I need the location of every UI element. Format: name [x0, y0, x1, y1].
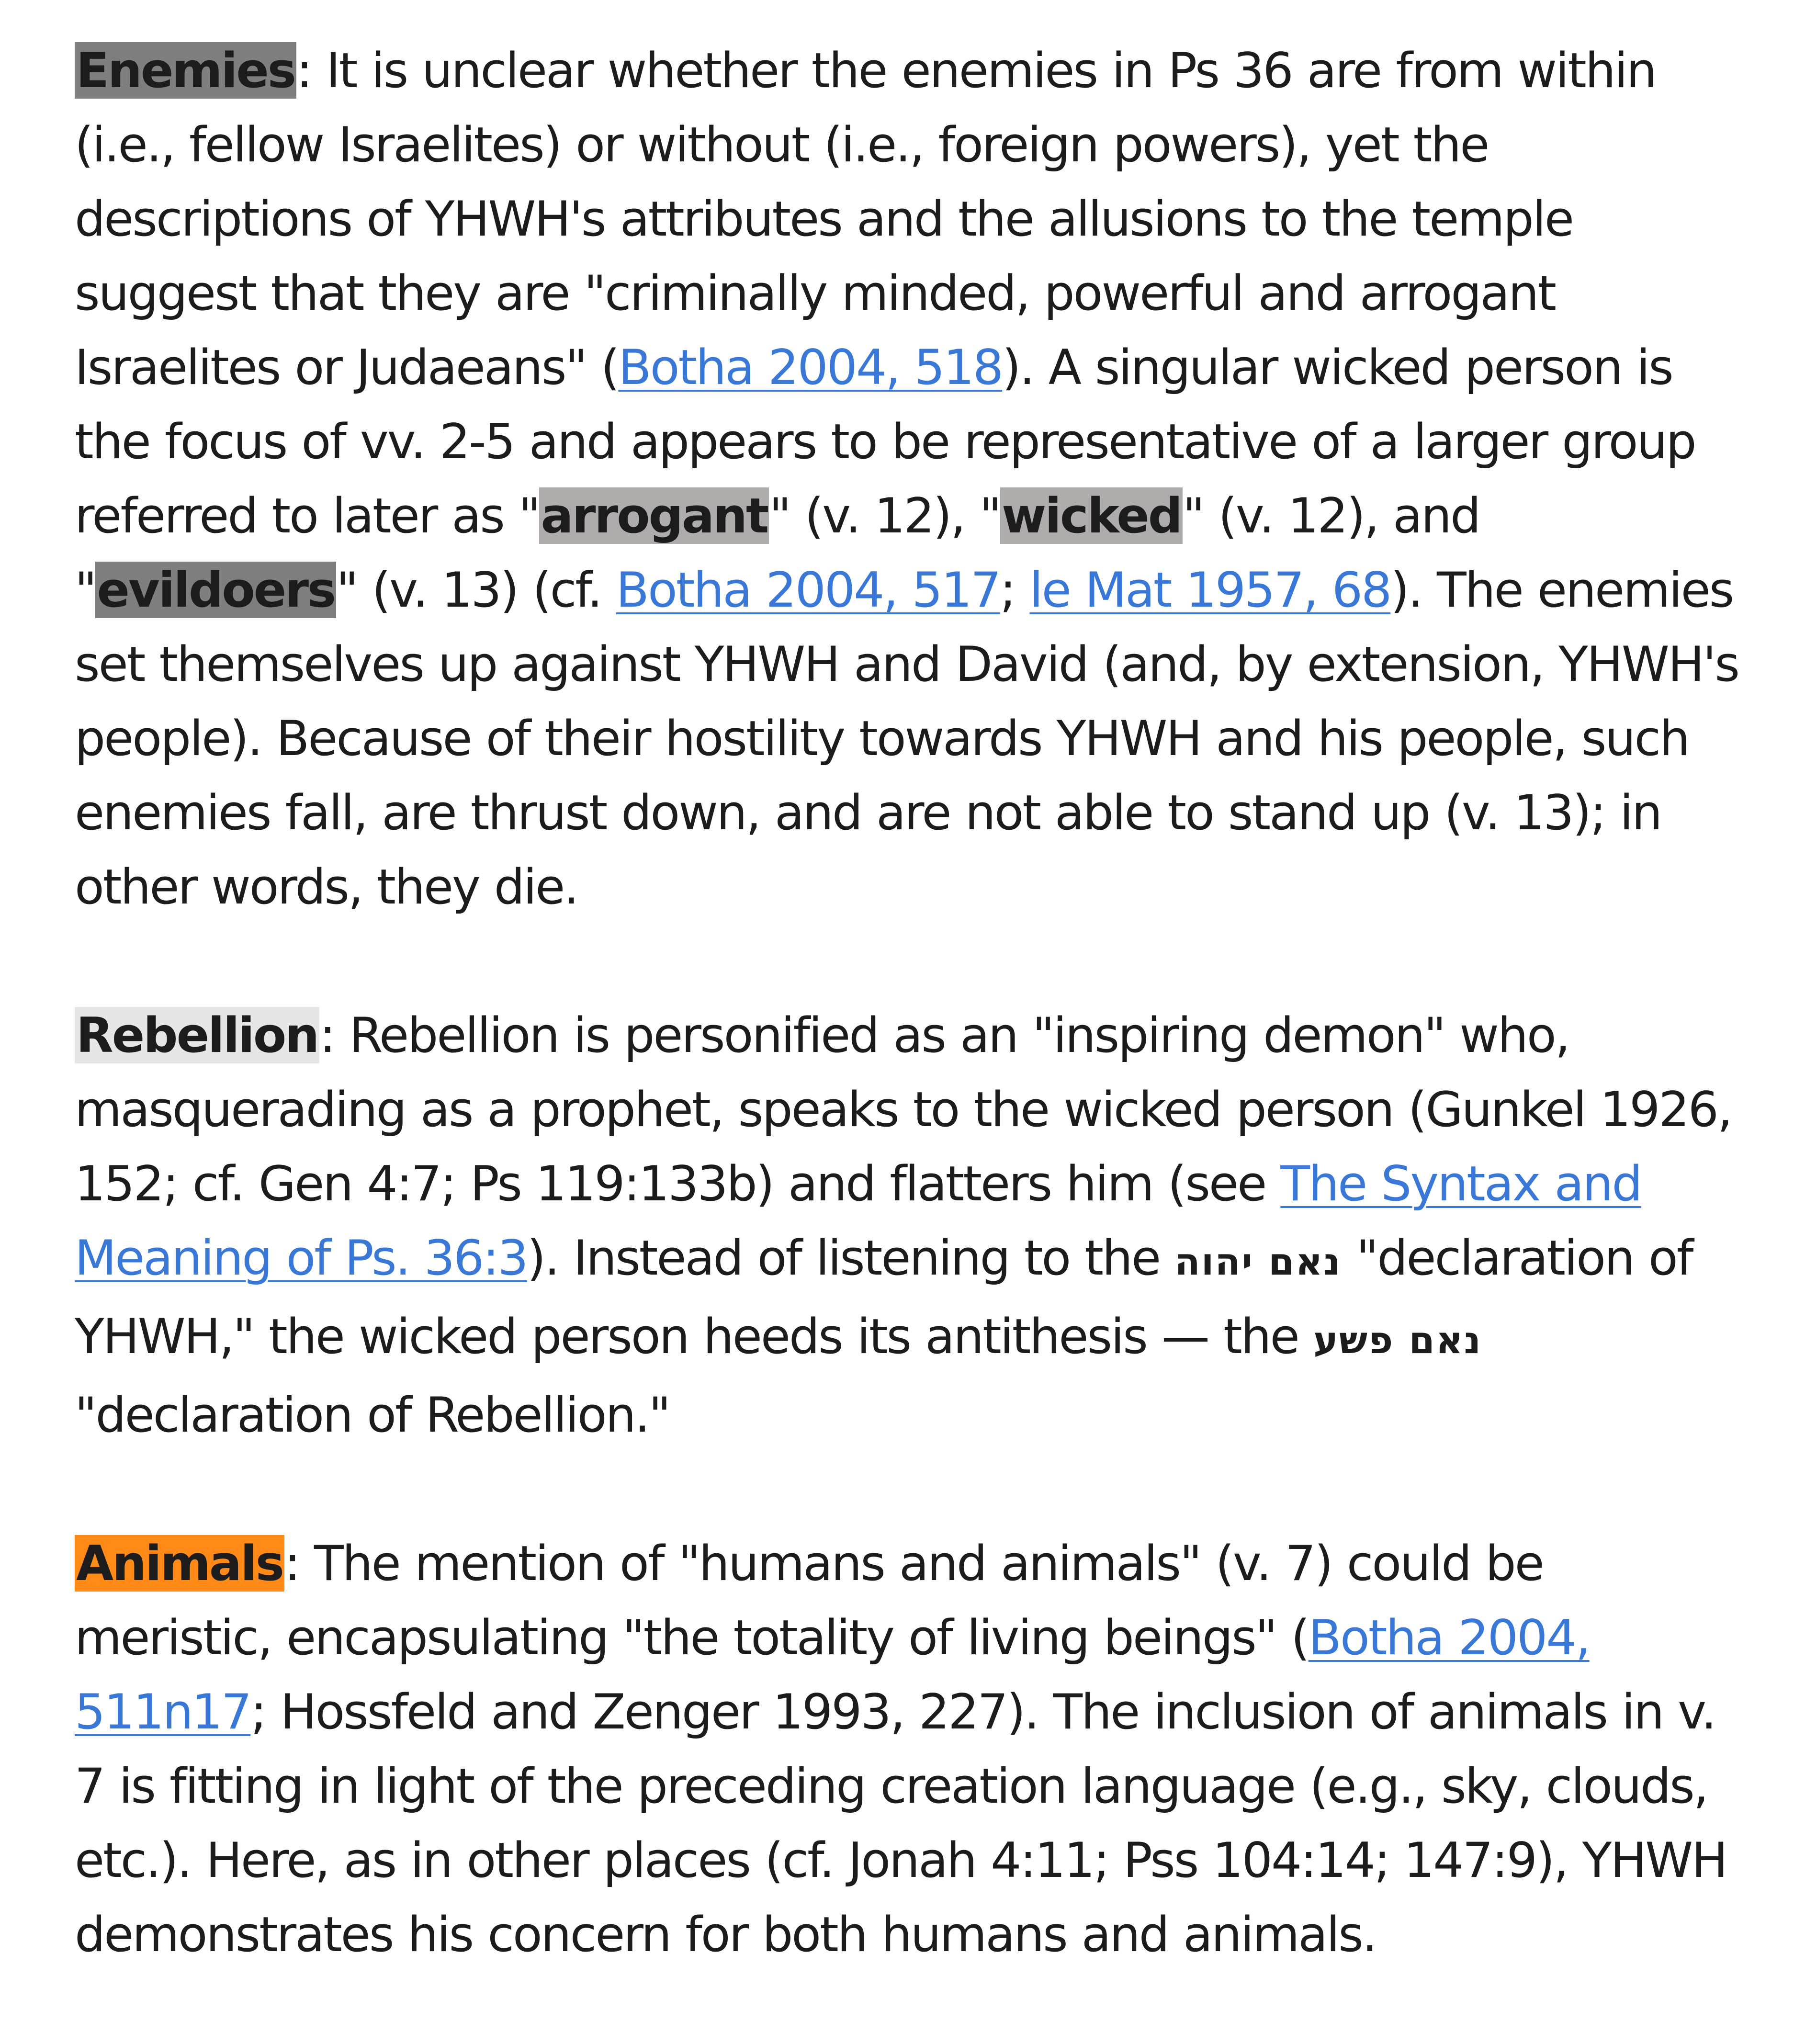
- animals-text-2: ; Hossfeld and Zenger 1993, 227). The inclusion of animals in v. 7 is fitting in light of the preceding creation language (e.g., sky, clouds, etc.). Here, as in other places (cf. Jonah 4:11; Pss 104:14; 147:9), YHWH demonstrates his concern for both humans and animals.: [75, 1683, 1727, 1963]
- term-arrogant: arrogant: [539, 487, 769, 544]
- document-body: [75, 34, 1746, 1972]
- paragraph-animals: [75, 1526, 1746, 1972]
- rebellion-text-1: : Rebellion is personified as an "inspiring demon" who, masquerading as a prophet, speaks to the wicked person (Gunkel 1926, 152; cf. Gen 4:7; Ps 119:133b) and flatters him (see: [75, 1007, 1731, 1212]
- hebrew-neum-yhwh: נאם יהוה: [1174, 1241, 1342, 1284]
- term-wicked: wicked: [1000, 487, 1183, 544]
- animals-text-1: : The mention of "humans and animals" (v. 7) could be meristic, encapsulating "the totality of living beings" (: [75, 1535, 1543, 1666]
- enemies-text-6: ;: [1000, 562, 1030, 618]
- rebellion-text-2: ). Instead of listening to the: [527, 1230, 1175, 1286]
- enemies-text-7: ). The enemies set themselves up against YHWH and David (and, by extension, YHWH's people). Because of their hostility towards YHWH and his people, such enemies fall, are thrust down, and are not able to stand up (v. 13); in other words, they die.: [75, 562, 1739, 915]
- citation-link-botha-517[interactable]: Botha 2004, 517: [616, 562, 1000, 618]
- enemies-text-3: " (v. 12), ": [769, 487, 1000, 544]
- citation-link-botha-518[interactable]: Botha 2004, 518: [618, 339, 1003, 395]
- citation-link-syntax-ps-36-3[interactable]: The Syntax and Meaning of Ps. 36:3: [75, 1155, 1641, 1286]
- enemies-text-1: : It is unclear whether the enemies in Ps 36 are from within (i.e., fellow Israelites) or without (i.e., foreign powers), yet the descriptions of YHWH's attributes and the allusions to the temple suggest that they are "criminally minded, powerful and arrogant Israelites or Judaeans" (: [75, 42, 1656, 395]
- rebellion-text-4: "declaration of Rebellion.": [75, 1387, 670, 1443]
- enemies-text-2: ). A singular wicked person is the focus of vv. 2-5 and appears to be representative of a larger group referred to later as ": [75, 339, 1695, 544]
- paragraph-enemies: [75, 34, 1746, 924]
- hebrew-neum-pesha: נאם פשע: [1313, 1319, 1482, 1362]
- enemies-text-5: " (v. 13) (cf.: [336, 562, 616, 618]
- term-enemies: Enemies: [75, 42, 296, 99]
- citation-link-le-mat[interactable]: le Mat 1957, 68: [1029, 562, 1391, 618]
- paragraph-rebellion: [75, 998, 1746, 1452]
- term-animals: Animals: [75, 1535, 284, 1592]
- term-evildoers: evildoers: [95, 562, 336, 618]
- term-rebellion: Rebellion: [75, 1007, 319, 1063]
- citation-link-botha-511n17[interactable]: Botha 2004, 511n17: [75, 1609, 1590, 1740]
- enemies-text-4: " (v. 12), and ": [75, 487, 1480, 618]
- rebellion-text-3: "declaration of YHWH," the wicked person heeds its antithesis — the: [75, 1230, 1692, 1365]
